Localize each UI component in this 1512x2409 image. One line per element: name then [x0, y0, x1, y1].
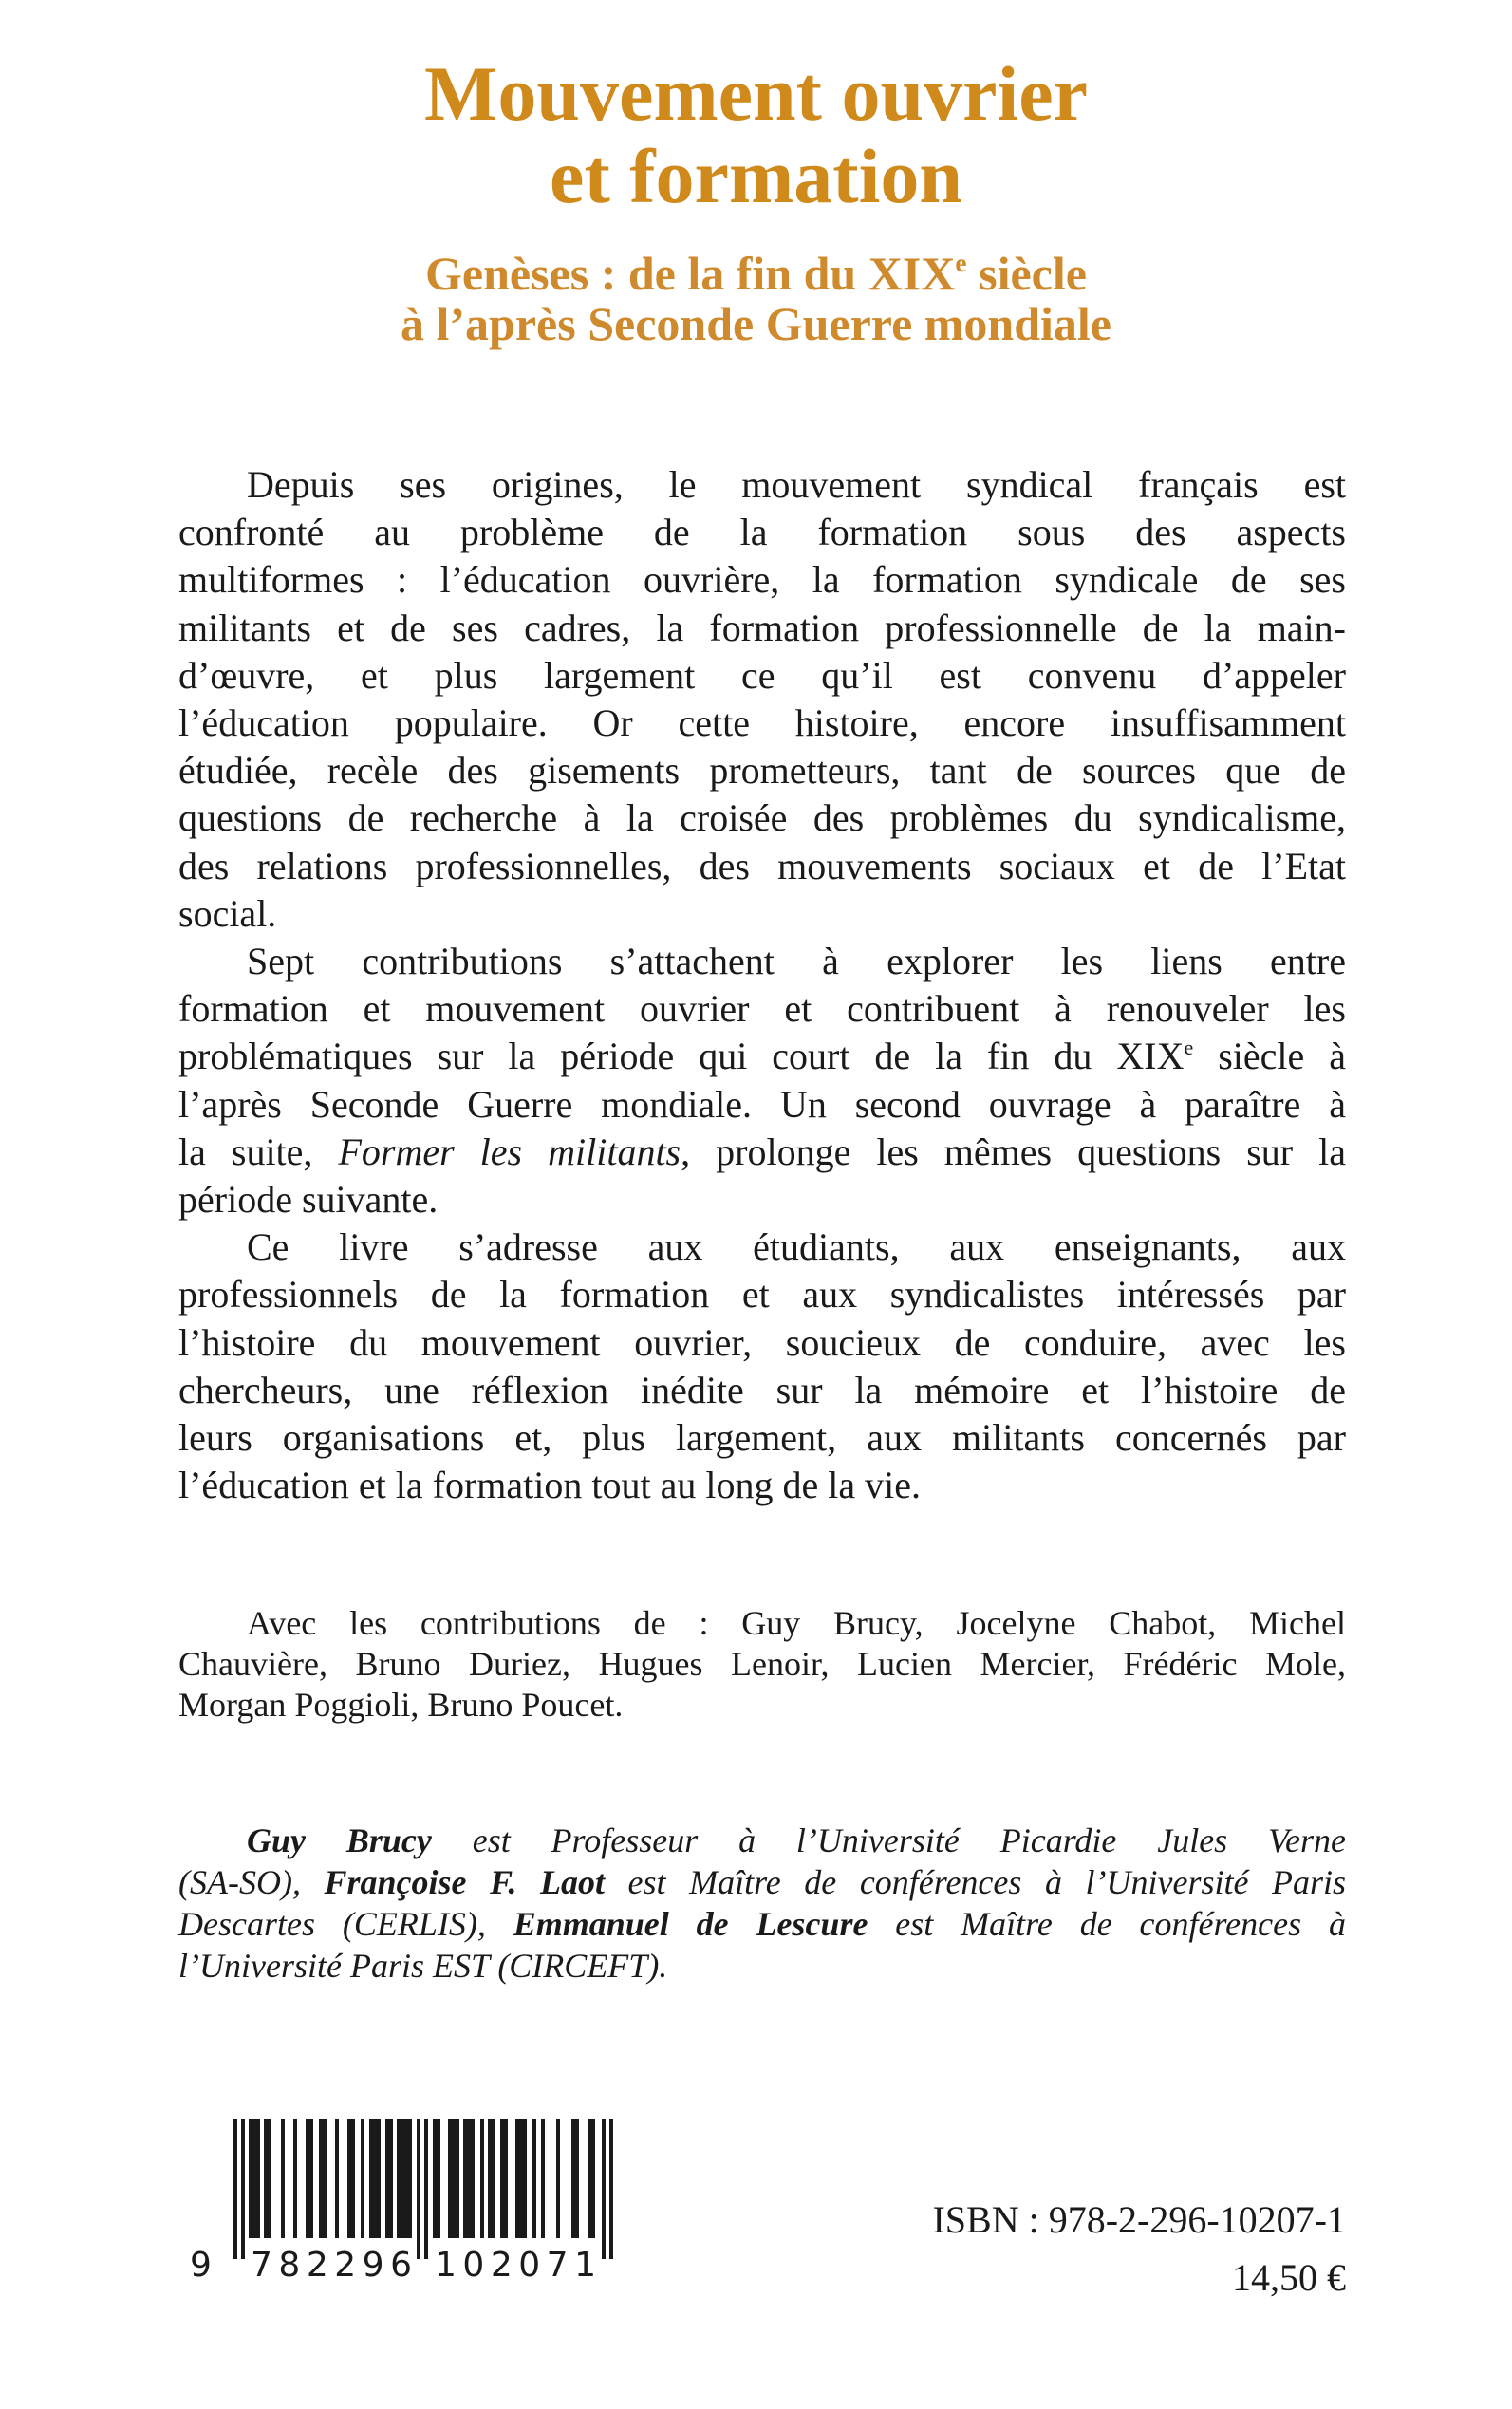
text-line: l’après Seconde Guerre mondiale. Un second ouvrage à paraître à — [178, 1082, 1346, 1126]
title-line-2: et formation — [550, 133, 962, 219]
text-line: Descartes (CERLIS), Emmanuel de Lescure est Maître de conférences à — [178, 1905, 1346, 1943]
author-name: Françoise F. Laot — [324, 1863, 605, 1901]
text-line: l’Université Paris EST (CIRCEFT). — [178, 1947, 668, 1985]
author-name: Emmanuel de Lescure — [513, 1905, 868, 1943]
contributors-list — [178, 1603, 1346, 1726]
text-line: Chauvière, Bruno Duriez, Hugues Lenoir, Lucien Mercier, Frédéric Mole, — [178, 1645, 1346, 1683]
text-line: Avec les contributions de : Guy Brucy, Jocelyne Chabot, Michel — [247, 1604, 1346, 1642]
text-line: Ce livre s’adresse aux étudiants, aux enseignants, aux — [247, 1225, 1346, 1269]
text-line: Sept contributions s’attachent à explorer les liens entre — [247, 940, 1346, 983]
text-line: questions de recherche à la croisée des problèmes du syndicalisme, — [178, 796, 1346, 840]
author-name: Guy Brucy — [247, 1821, 432, 1859]
text-line: période suivante. — [178, 1178, 439, 1222]
barcode-bars-icon — [186, 2119, 623, 2285]
subtitle-line-1: Genèses : de la fin du XIXe siècle — [425, 247, 1087, 300]
text-line: Morgan Poggioli, Bruno Poucet. — [178, 1686, 624, 1724]
text-line: chercheurs, une réflexion inédite sur la mémoire et l’histoire de — [178, 1368, 1346, 1411]
text-line: Guy Brucy est Professeur à l’Université Picardie Jules Verne — [247, 1821, 1346, 1859]
isbn-price-block — [932, 2191, 1346, 2306]
text-line: Depuis ses origines, le mouvement syndical français est — [247, 463, 1346, 506]
text-line: problématiques sur la période qui court de la fin du XIXe siècle à — [178, 1035, 1347, 1078]
text-line: social. — [178, 891, 277, 935]
text-line: étudiée, recèle des gisements prometteurs, tant de sources que de — [178, 749, 1346, 793]
text-line: formation et mouvement ouvrier et contribuent à renouveler les — [178, 987, 1346, 1031]
text-line: (SA-SO), Françoise F. Laot est Maître de conférences à l’Université Paris — [178, 1863, 1347, 1901]
authors-bio — [178, 1820, 1346, 1987]
book-subtitle — [0, 249, 1512, 349]
book-reference: Former les militants — [338, 1130, 681, 1173]
text-line: l’histoire du mouvement ouvrier, soucieux de conduire, avec les — [178, 1320, 1346, 1364]
text-line: confronté au problème de la formation sous des aspects — [178, 511, 1346, 554]
text-line: l’éducation et la formation tout au long de la vie. — [178, 1464, 921, 1507]
paragraph-3 — [178, 1223, 1346, 1509]
price: 14,50 € — [1232, 2256, 1346, 2299]
paragraph-2 — [178, 938, 1346, 1223]
book-title — [0, 52, 1512, 217]
text-line: leurs organisations et, plus largement, aux militants concernés par — [178, 1416, 1346, 1460]
text-line: multiformes : l’éducation ouvrière, la formation syndicale de ses — [178, 558, 1346, 602]
title-line-1: Mouvement ouvrier — [423, 50, 1089, 137]
isbn: ISBN : 978-2-296-10207-1 — [932, 2198, 1346, 2241]
text-line: militants et de ses cadres, la formation professionnelle de la main- — [178, 606, 1346, 649]
text-line: d’œuvre, et plus largement ce qu’il est convenu d’appeler — [178, 653, 1346, 697]
text-line: professionnels de la formation et aux syndicalistes intéressés par — [178, 1273, 1346, 1317]
text-line: la suite, Former les militants, prolonge les mêmes questions sur la — [178, 1130, 1346, 1173]
barcode — [186, 2119, 623, 2285]
text-line: l’éducation populaire. Or cette histoire, encore insuffisamment — [178, 701, 1346, 745]
paragraph-1 — [178, 461, 1346, 938]
barcode-digits-right: 102071 — [435, 2246, 596, 2285]
text-line: des relations professionnelles, des mouvements sociaux et de l’Etat — [178, 844, 1346, 887]
barcode-digits-left: 782296 — [251, 2246, 412, 2285]
barcode-digit-first: 9 — [190, 2246, 212, 2285]
blurb — [178, 461, 1346, 1509]
subtitle-line-2: à l’après Seconde Guerre mondiale — [401, 297, 1111, 350]
